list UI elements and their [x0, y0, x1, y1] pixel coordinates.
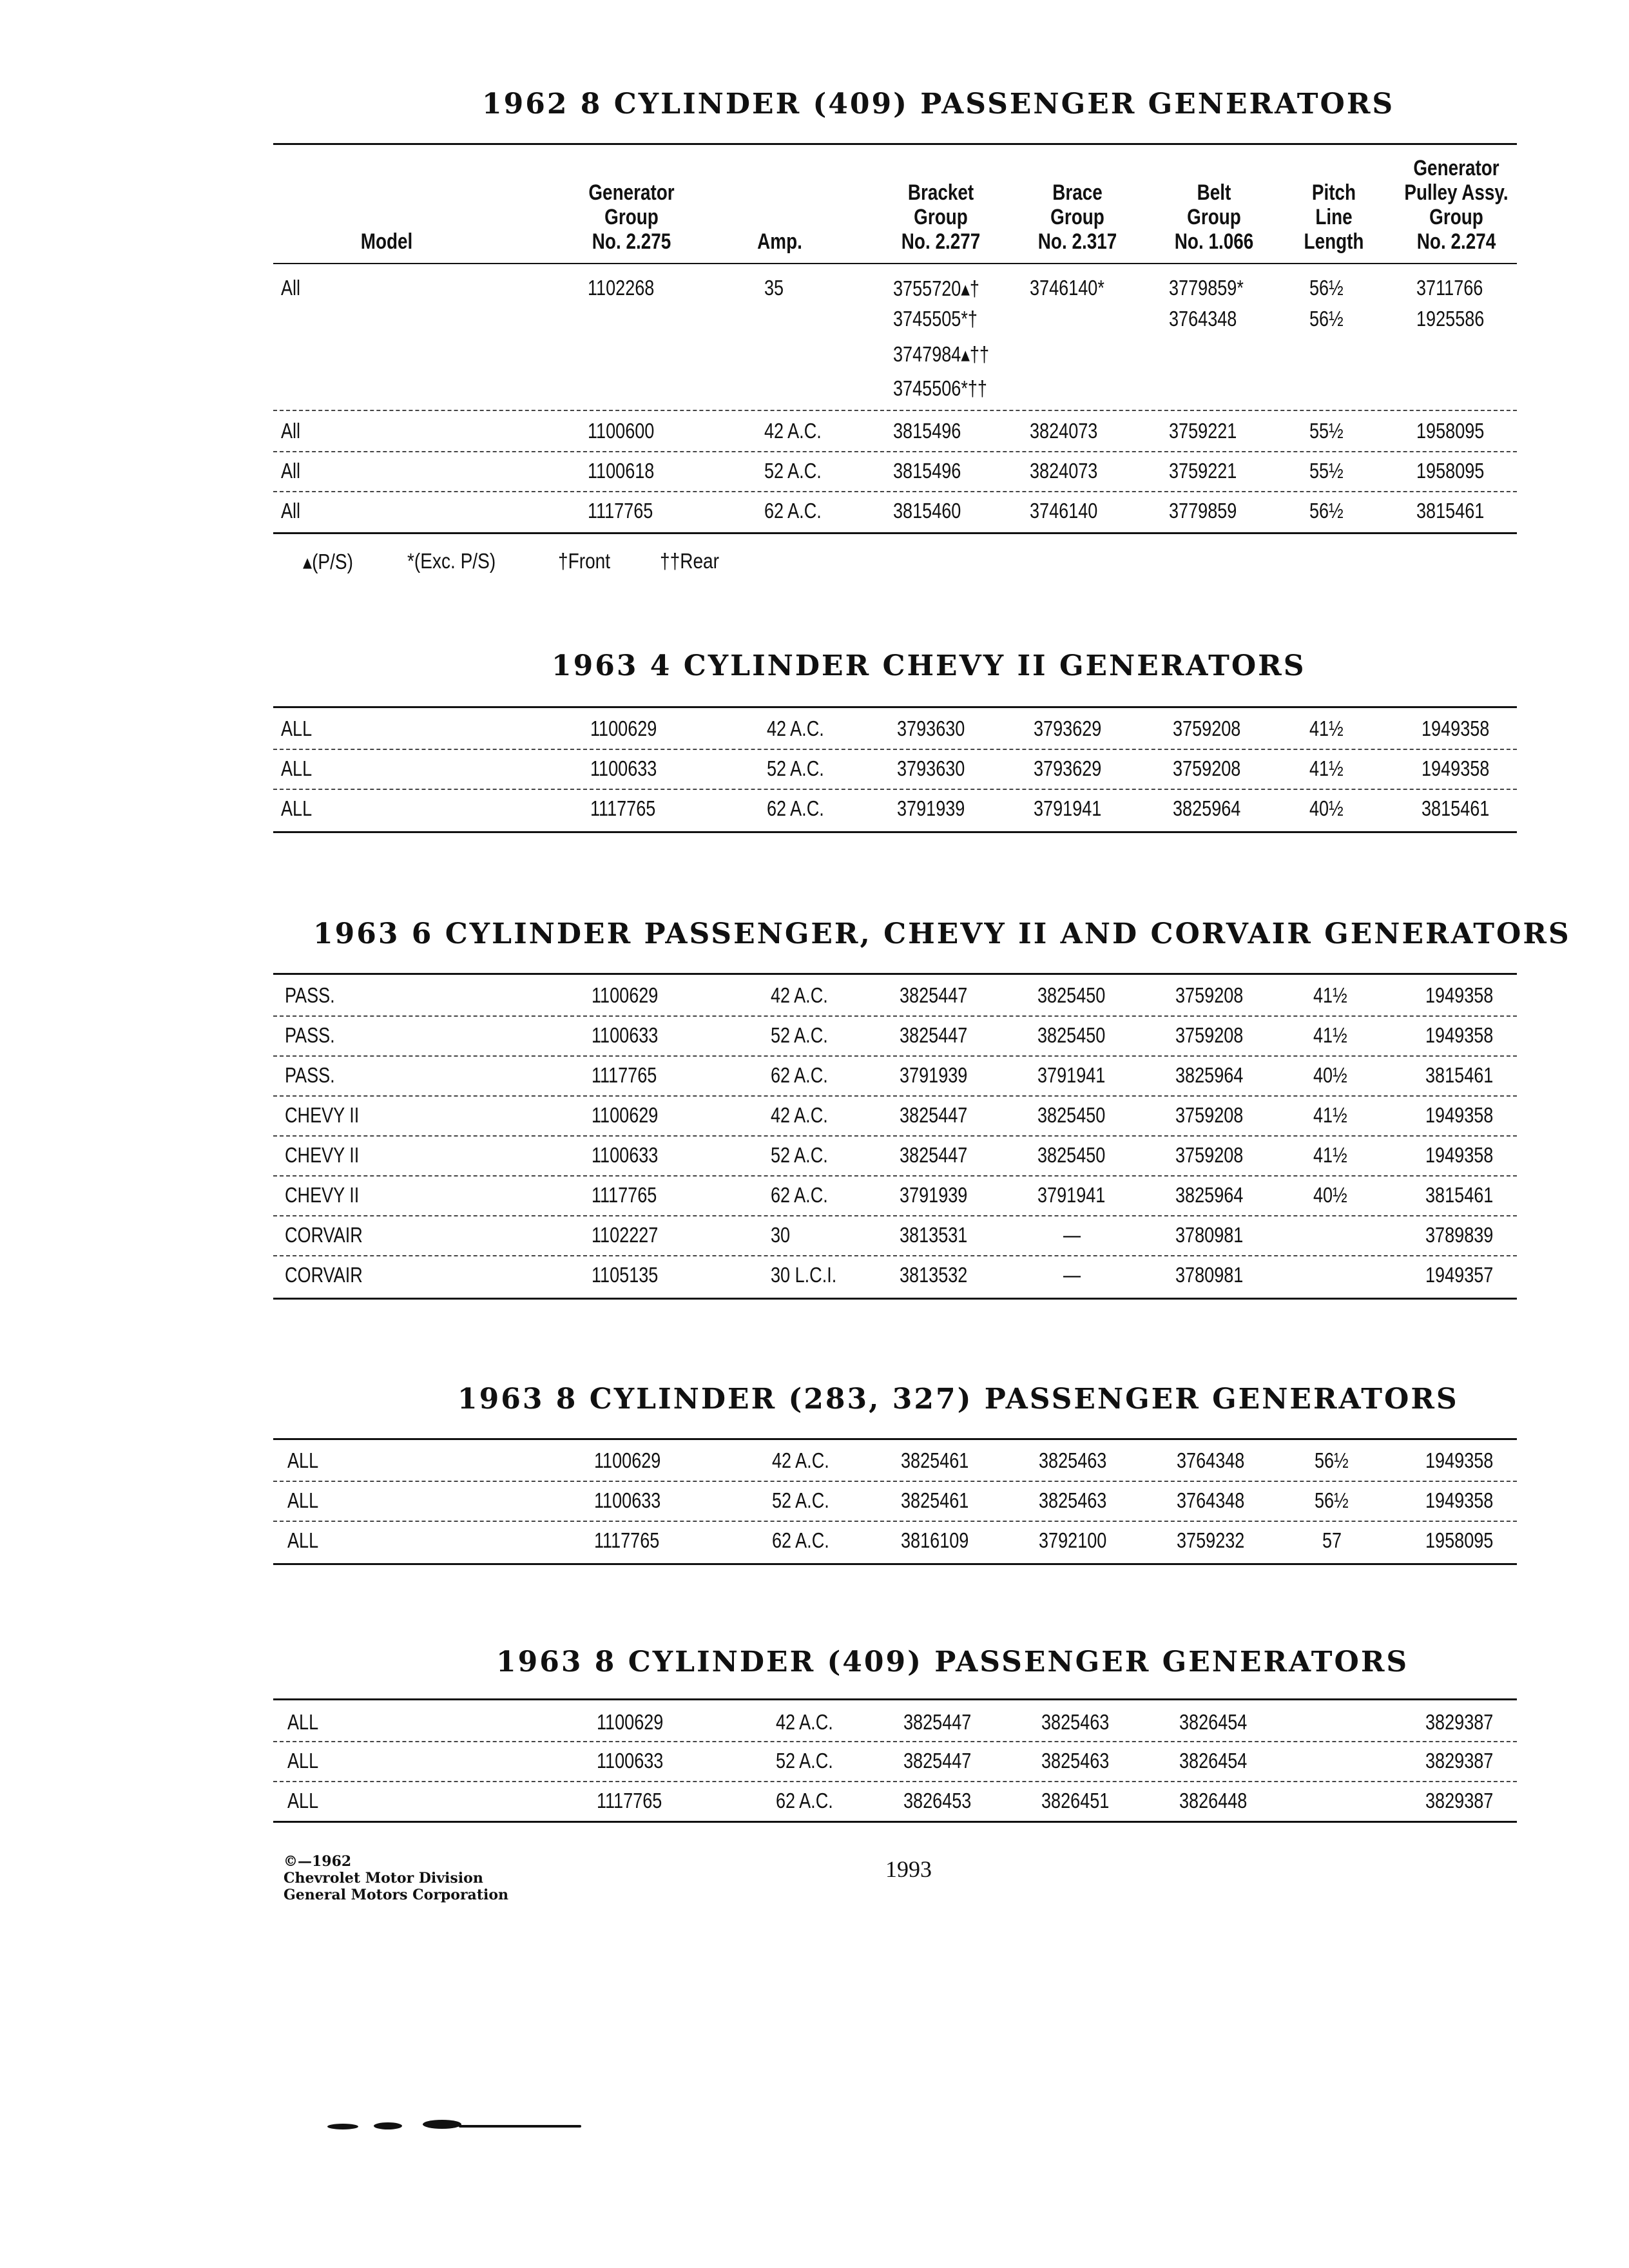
cell-generator: 1100633	[597, 1749, 664, 1773]
cell-belt: 3779859*	[1169, 276, 1244, 300]
row-separator	[273, 451, 1517, 452]
row-separator	[273, 491, 1517, 492]
cell-belt: 3759208	[1175, 1023, 1244, 1047]
cell-amp: 42 A.C.	[767, 716, 824, 740]
table-bottom-rule	[273, 1298, 1517, 1300]
cell-belt: 3825964	[1173, 796, 1241, 820]
cell-bracket: 3793630	[897, 756, 965, 780]
cell-belt: 3764348	[1169, 307, 1237, 331]
cell-pitch: 56½	[1309, 276, 1344, 300]
cell-amp: 35	[764, 276, 784, 300]
cell-pulley: 3815461	[1422, 796, 1490, 820]
table-top-rule	[273, 1438, 1517, 1440]
cell-amp: 30	[771, 1223, 791, 1247]
cell-model: ALL	[287, 1749, 319, 1773]
cell-pitch: 56½	[1315, 1448, 1349, 1472]
cell-bracket: 3745506*††	[893, 376, 987, 400]
cell-pulley: 1949358	[1425, 983, 1494, 1007]
cell-bracket: 3815496	[893, 419, 961, 443]
cell-brace: 3825463	[1039, 1488, 1107, 1512]
corporation-line: General Motors Corporation	[284, 1887, 509, 1903]
cell-generator: 1105135	[592, 1263, 659, 1287]
cell-pulley: 3789839	[1425, 1223, 1494, 1247]
cell-amp: 42 A.C.	[771, 1103, 828, 1127]
cell-amp: 42 A.C.	[764, 419, 822, 443]
cell-brace: 3824073	[1030, 459, 1098, 483]
cell-brace: 3825450	[1037, 1023, 1106, 1047]
column-header-pitch: Pitch Line Length	[1304, 180, 1364, 254]
row-separator	[273, 1781, 1517, 1782]
cell-pitch: 56½	[1309, 499, 1344, 523]
row-separator	[273, 1255, 1517, 1256]
cell-bracket: 3825447	[900, 1143, 968, 1167]
cell-pulley: 1949358	[1425, 1488, 1494, 1512]
cell-brace: 3825450	[1037, 1103, 1106, 1127]
cell-generator: 1117765	[590, 796, 656, 820]
cell-belt: 3759208	[1173, 716, 1241, 740]
cell-pitch: 41½	[1309, 756, 1344, 780]
cell-amp: 62 A.C.	[771, 1063, 828, 1087]
cell-pitch: 41½	[1313, 983, 1347, 1007]
cell-pitch: 56½	[1315, 1488, 1349, 1512]
cell-brace: —	[1063, 1223, 1081, 1247]
cell-bracket: 3825447	[903, 1749, 972, 1773]
cell-brace: 3746140	[1030, 499, 1098, 523]
cell-amp: 52 A.C.	[771, 1023, 828, 1047]
cell-bracket: 3755720▴†	[893, 276, 979, 300]
table-top-rule	[273, 706, 1517, 708]
cell-model: PASS.	[285, 983, 335, 1007]
cell-brace: 3826451	[1041, 1789, 1110, 1812]
cell-generator: 1102227	[592, 1223, 659, 1247]
cell-bracket: 3793630	[897, 716, 965, 740]
section-title: 1963 6 CYLINDER PASSENGER, CHEVY II AND CORVAIR GENERATORS	[313, 918, 1571, 950]
cell-generator: 1100633	[592, 1023, 659, 1047]
cell-pitch: 40½	[1313, 1183, 1347, 1207]
cell-bracket: 3813532	[900, 1263, 968, 1287]
cell-bracket: 3747984▴††	[893, 342, 990, 366]
row-separator	[273, 1521, 1517, 1522]
cell-brace: 3791941	[1037, 1183, 1106, 1207]
table-bottom-rule	[273, 1821, 1517, 1823]
cell-pitch: 41½	[1309, 716, 1344, 740]
cell-generator: 1100633	[592, 1143, 659, 1167]
cell-pulley: 3829387	[1425, 1789, 1494, 1812]
cell-belt: 3759208	[1175, 1143, 1244, 1167]
row-separator	[273, 1215, 1517, 1216]
cell-amp: 42 A.C.	[771, 983, 828, 1007]
cell-pitch: 41½	[1313, 1143, 1347, 1167]
cell-amp: 30 L.C.I.	[771, 1263, 837, 1287]
cell-brace: 3791941	[1034, 796, 1102, 820]
cell-amp: 62 A.C.	[772, 1528, 829, 1552]
cell-model: All	[281, 459, 301, 483]
row-separator	[273, 789, 1517, 790]
cell-model: ALL	[287, 1528, 319, 1552]
column-header-model: Model	[360, 229, 413, 254]
section-title: 1963 4 CYLINDER CHEVY II GENERATORS	[552, 649, 1306, 682]
cell-generator: 1117765	[597, 1789, 662, 1812]
cell-brace: 3792100	[1039, 1528, 1107, 1552]
cell-brace: 3793629	[1034, 716, 1102, 740]
cell-model: All	[281, 419, 301, 443]
cell-belt: 3825964	[1175, 1183, 1244, 1207]
cell-belt: 3759208	[1175, 1103, 1244, 1127]
cell-generator: 1100633	[590, 756, 657, 780]
cell-amp: 42 A.C.	[776, 1710, 833, 1734]
cell-bracket: 3826453	[903, 1789, 972, 1812]
cell-generator: 1117765	[588, 499, 653, 523]
cell-bracket: 3813531	[900, 1223, 968, 1247]
cell-generator: 1117765	[594, 1528, 660, 1552]
column-header-generator: Generator Group No. 2.275	[588, 180, 675, 254]
table-bottom-rule	[273, 831, 1517, 833]
note-power-steering: ▴(P/S)	[303, 550, 353, 573]
row-separator	[273, 1015, 1517, 1017]
row-separator	[273, 1055, 1517, 1057]
cell-model: CHEVY II	[285, 1103, 360, 1127]
header-bottom-rule	[273, 263, 1517, 264]
page-number: 1993	[885, 1856, 932, 1882]
row-separator	[273, 1135, 1517, 1137]
cell-model: ALL	[281, 756, 313, 780]
row-separator	[273, 749, 1517, 750]
cell-pitch: 55½	[1309, 419, 1344, 443]
cell-bracket: 3825461	[901, 1448, 969, 1472]
cell-bracket: 3815496	[893, 459, 961, 483]
cell-model: ALL	[281, 716, 313, 740]
cell-brace: 3825450	[1037, 1143, 1106, 1167]
note-rear: ††Rear	[660, 549, 719, 573]
cell-pitch: 55½	[1309, 459, 1344, 483]
cell-belt: 3764348	[1177, 1448, 1245, 1472]
row-separator	[273, 1741, 1517, 1742]
cell-pitch: 57	[1322, 1528, 1342, 1552]
cell-belt: 3826448	[1179, 1789, 1248, 1812]
cell-belt: 3759208	[1173, 756, 1241, 780]
cell-generator: 1117765	[592, 1063, 657, 1087]
cell-brace: 3793629	[1034, 756, 1102, 780]
cell-model: CORVAIR	[285, 1263, 363, 1287]
cell-model: CHEVY II	[285, 1183, 360, 1207]
cell-amp: 52 A.C.	[767, 756, 824, 780]
cell-pulley: 1949358	[1425, 1448, 1494, 1472]
cell-amp: 52 A.C.	[764, 459, 822, 483]
cell-amp: 52 A.C.	[776, 1749, 833, 1773]
cell-bracket: 3815460	[893, 499, 961, 523]
cell-pulley: 1925586	[1416, 307, 1485, 331]
row-separator	[273, 1095, 1517, 1097]
cell-brace: 3825463	[1041, 1749, 1110, 1773]
cell-bracket: 3825447	[900, 983, 968, 1007]
cell-pulley: 1958095	[1425, 1528, 1494, 1552]
cell-model: ALL	[287, 1789, 319, 1812]
cell-belt: 3779859	[1169, 499, 1237, 523]
cell-generator: 1100618	[588, 459, 655, 483]
cell-pulley: 1949358	[1422, 756, 1490, 780]
cell-model: CORVAIR	[285, 1223, 363, 1247]
cell-amp: 62 A.C.	[764, 499, 822, 523]
column-header-brace: Brace Group No. 2.317	[1037, 180, 1117, 254]
publisher-credit	[284, 1853, 508, 1903]
cell-generator: 1102268	[588, 276, 655, 300]
table-top-rule	[273, 973, 1517, 975]
column-header-amp: Amp.	[757, 229, 802, 254]
column-header-belt: Belt Group No. 1.066	[1174, 180, 1254, 254]
cell-brace: 3825450	[1037, 983, 1106, 1007]
cell-bracket: 3791939	[897, 796, 965, 820]
table-top-rule	[273, 143, 1517, 145]
cell-pulley: 1958095	[1416, 459, 1485, 483]
cell-model: ALL	[287, 1448, 319, 1472]
cell-pulley: 1949358	[1425, 1143, 1494, 1167]
cell-pulley: 1949358	[1422, 716, 1490, 740]
cell-pitch: 41½	[1313, 1103, 1347, 1127]
cell-pulley: 3829387	[1425, 1749, 1494, 1773]
column-header-bracket: Bracket Group No. 2.277	[901, 180, 981, 254]
section-title: 1962 8 CYLINDER (409) PASSENGER GENERATORS	[482, 88, 1395, 120]
table-bottom-rule	[273, 1563, 1517, 1565]
cell-pitch: 40½	[1309, 796, 1344, 820]
cell-generator: 1100629	[592, 1103, 659, 1127]
cell-model: CHEVY II	[285, 1143, 360, 1167]
note-front: †Front	[558, 549, 611, 573]
cell-pulley: 1958095	[1416, 419, 1485, 443]
cell-model: ALL	[287, 1710, 319, 1734]
cell-generator: 1100633	[594, 1488, 661, 1512]
cell-bracket: 3816109	[901, 1528, 969, 1552]
copyright-line: ©—1962	[284, 1853, 352, 1870]
cell-amp: 52 A.C.	[771, 1143, 828, 1167]
section-title: 1963 8 CYLINDER (409) PASSENGER GENERATORS	[496, 1646, 1409, 1678]
cell-model: ALL	[287, 1488, 319, 1512]
cell-bracket: 3825447	[900, 1023, 968, 1047]
cell-model: PASS.	[285, 1023, 335, 1047]
cell-belt: 3759221	[1169, 419, 1237, 443]
cell-amp: 62 A.C.	[776, 1789, 833, 1812]
cell-pulley: 3829387	[1425, 1710, 1494, 1734]
cell-model: PASS.	[285, 1063, 335, 1087]
cell-belt: 3759232	[1177, 1528, 1245, 1552]
cell-belt: 3759221	[1169, 459, 1237, 483]
cell-bracket: 3791939	[900, 1063, 968, 1087]
cell-belt: 3780981	[1175, 1263, 1244, 1287]
cell-brace: 3825463	[1041, 1710, 1110, 1734]
row-separator	[273, 410, 1517, 411]
cell-brace: 3746140*	[1030, 276, 1104, 300]
cell-amp: 62 A.C.	[767, 796, 824, 820]
division-line: Chevrolet Motor Division	[284, 1870, 483, 1887]
cell-generator: 1100629	[590, 716, 657, 740]
cell-bracket: 3791939	[900, 1183, 968, 1207]
cell-belt: 3780981	[1175, 1223, 1244, 1247]
cell-brace: 3825463	[1039, 1448, 1107, 1472]
row-separator	[273, 1481, 1517, 1482]
cell-brace: 3824073	[1030, 419, 1098, 443]
cell-generator: 1100629	[594, 1448, 661, 1472]
cell-amp: 42 A.C.	[772, 1448, 829, 1472]
cell-bracket: 3825447	[900, 1103, 968, 1127]
cell-pulley: 1949357	[1425, 1263, 1494, 1287]
cell-model: All	[281, 499, 301, 523]
cell-generator: 1100629	[592, 983, 659, 1007]
cell-generator: 1100629	[597, 1710, 664, 1734]
cell-pitch: 56½	[1309, 307, 1344, 331]
cell-pulley: 3711766	[1416, 276, 1483, 300]
cell-pulley: 3815461	[1425, 1063, 1494, 1087]
cell-bracket: 3745505*†	[893, 307, 978, 331]
cell-brace: —	[1063, 1263, 1081, 1287]
section-title: 1963 8 CYLINDER (283, 327) PASSENGER GENERATORS	[458, 1383, 1459, 1416]
table-top-rule	[273, 1698, 1517, 1700]
cell-belt: 3825964	[1175, 1063, 1244, 1087]
cell-model: ALL	[281, 796, 313, 820]
cell-generator: 1100600	[588, 419, 655, 443]
cell-amp: 52 A.C.	[772, 1488, 829, 1512]
cell-pulley: 1949358	[1425, 1103, 1494, 1127]
cell-belt: 3759208	[1175, 983, 1244, 1007]
cell-pitch: 41½	[1313, 1023, 1347, 1047]
cell-pulley: 3815461	[1425, 1183, 1494, 1207]
table-bottom-rule	[273, 532, 1517, 534]
cell-pulley: 3815461	[1416, 499, 1485, 523]
cell-brace: 3791941	[1037, 1063, 1106, 1087]
cell-bracket: 3825461	[901, 1488, 969, 1512]
cell-pulley: 1949358	[1425, 1023, 1494, 1047]
cell-model: All	[281, 276, 301, 300]
cell-belt: 3826454	[1179, 1749, 1248, 1773]
row-separator	[273, 1175, 1517, 1177]
cell-generator: 1117765	[592, 1183, 657, 1207]
note-exc-power-steering: *(Exc. P/S)	[407, 549, 496, 573]
cell-belt: 3826454	[1179, 1710, 1248, 1734]
cell-bracket: 3825447	[903, 1710, 972, 1734]
cell-pitch: 40½	[1313, 1063, 1347, 1087]
cell-belt: 3764348	[1177, 1488, 1245, 1512]
cell-amp: 62 A.C.	[771, 1183, 828, 1207]
column-header-pulley: Generator Pulley Assy. Group No. 2.274	[1404, 156, 1509, 254]
